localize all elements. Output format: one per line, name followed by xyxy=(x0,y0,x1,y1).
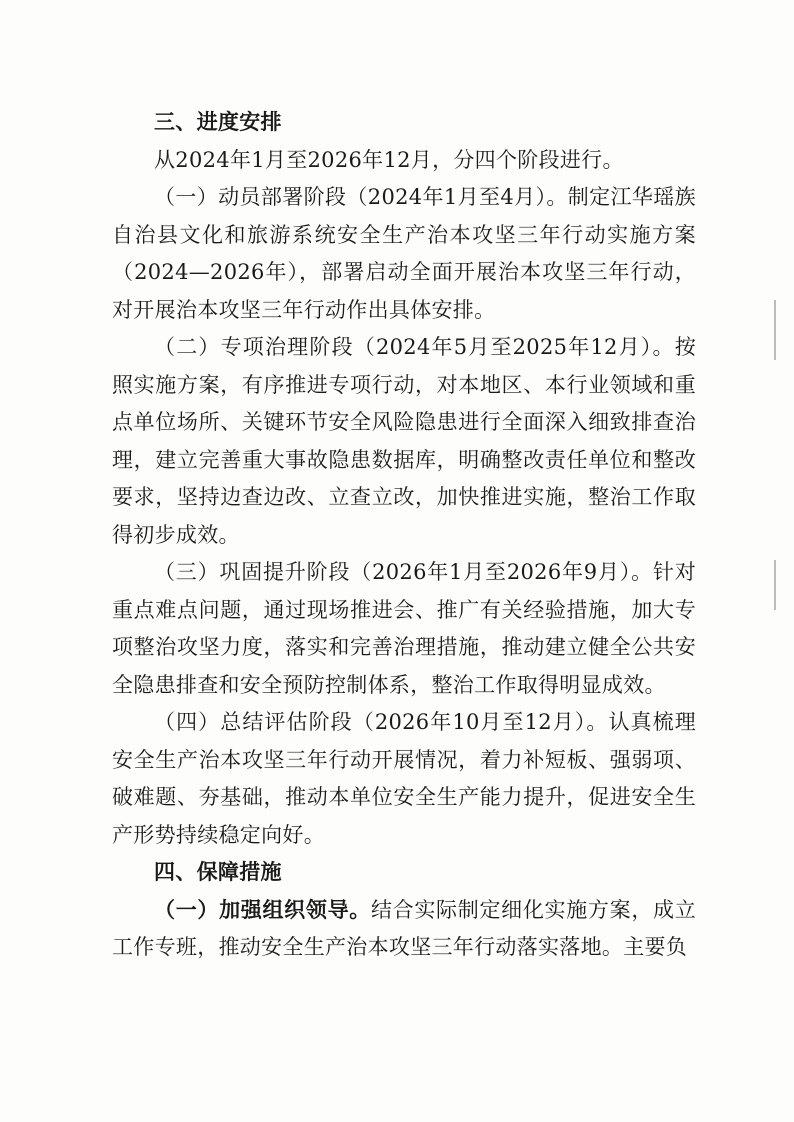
measure-1-paragraph xyxy=(112,892,696,967)
stage-4-paragraph: （四）总结评估阶段（2026年10月至12月）。认真梳理安全生产治本攻坚三年行动开展情况，着力补短板、强弱项、破难题、夯基础，推动本单位安全生产能力提升，促进安全生产形势持续稳定向好。 xyxy=(112,710,696,847)
section-heading-schedule: 三、进度安排 xyxy=(154,110,282,134)
stage-3-paragraph: （三）巩固提升阶段（2026年1月至2026年9月）。针对重点难点问题，通过现场推进会、推广有关经验措施，加大专项整治攻坚力度，落实和完善治理措施，推动建立健全公共安全隐患排查和安全预防控制体系，整治工作取得明显成效。 xyxy=(112,560,696,697)
document-body xyxy=(112,104,696,967)
stage-1-paragraph: （一）动员部署阶段（2024年1月至4月）。制定江华瑶族自治县文化和旅游系统安全生产治本攻坚三年行动实施方案（2024—2026年），部署启动全面开展治本攻坚三年行动，对开展治本攻坚三年行动作出具体安排。 xyxy=(112,185,696,322)
measure-1-title: （一）加强组织领导。 xyxy=(154,897,371,922)
scan-edge-mark xyxy=(774,560,776,610)
scan-edge-mark xyxy=(774,300,776,360)
stage-2-paragraph: （二）专项治理阶段（2024年5月至2025年12月）。按照实施方案，有序推进专项行动，对本地区、本行业领域和重点单位场所、关键环节安全风险隐患进行全面深入细致排查治理，建立完善重大事故隐患数据库，明确整改责任单位和整改要求，坚持边查边改、立查立改，加快推进实施，整治工作取得初步成效。 xyxy=(112,335,696,547)
schedule-intro: 从2024年1月至2026年12月，分四个阶段进行。 xyxy=(154,147,624,172)
measure-1-body: 结合实际制定细化实施方案，成立工作专班，推动安全生产治本攻坚三年行动落实落地。主要负 xyxy=(112,897,697,959)
section-heading-measures: 四、保障措施 xyxy=(154,860,282,884)
